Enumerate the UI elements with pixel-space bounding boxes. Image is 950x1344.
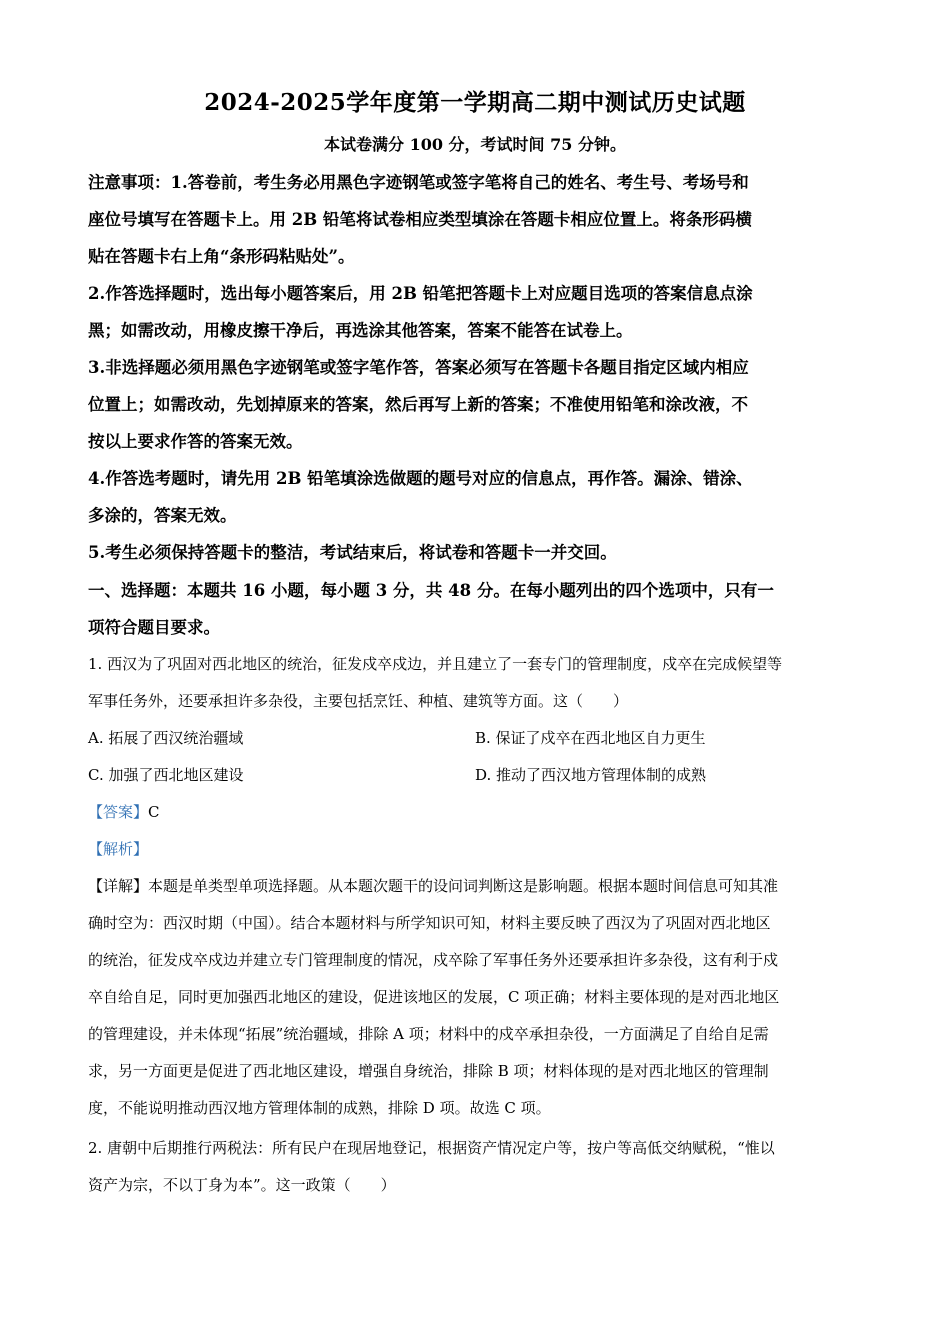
option-a: A. 拓展了西汉统治疆域 — [88, 729, 244, 747]
notice-line: 3.非选择题必须用黑色字迹钢笔或签字笔作答，答案必须写在答题卡各题目指定区域内相应 — [88, 358, 749, 377]
detail-line: 度，不能说明推动西汉地方管理体制的成熟，排除 D 项。故选 C 项。 — [88, 1099, 551, 1117]
option-c: C. 加强了西北地区建设 — [88, 766, 244, 784]
option-d: D. 推动了西汉地方管理体制的成熟 — [475, 766, 707, 784]
detail-line: 的管理建设，并未体现“拓展”统治疆域，排除 A 项；材料中的戍卒承担杂役，一方面满足了自给自足需 — [88, 1025, 769, 1043]
section-heading — [88, 572, 863, 646]
notice-line: 座位号填写在答题卡上。用 2B 铅笔将试卷相应类型填涂在答题卡相应位置上。将条形码横 — [88, 210, 752, 229]
detail-line: 卒自给自足，同时更加强西北地区的建设，促进该地区的发展，C 项正确；材料主要体现的是对西北地区 — [88, 988, 780, 1006]
analysis-tag: 【解析】 — [88, 840, 149, 858]
notice-block — [88, 164, 863, 571]
question-line: 军事任务外，还要承担许多杂役，主要包括烹饪、种植、建筑等方面。这（ ） — [88, 692, 629, 710]
page-title: 2024-2025学年度第一学期高二期中测试历史试题 — [204, 89, 746, 116]
notice-line: 多涂的，答案无效。 — [88, 506, 237, 525]
notice-line: 注意事项：1.答卷前，考生务必用黑色字迹钢笔或签字笔将自己的姓名、考生号、考场号和 — [88, 173, 749, 192]
answer-line — [88, 794, 160, 831]
notice-line: 2.作答选择题时，选出每小题答案后，用 2B 铅笔把答题卡上对应题目选项的答案信息点涂 — [88, 284, 753, 303]
answer-tag: 【答案】 — [88, 803, 149, 821]
section-line: 一、选择题：本题共 16 小题，每小题 3 分，共 48 分。在每小题列出的四个选项中，只有一 — [88, 581, 774, 600]
question-line: 2. 唐朝中后期推行两税法：所有民户在现居地登记，根据资产情况定户等，按户等高低交纳赋税，“惟以 — [88, 1139, 775, 1157]
detail-line: 【详解】本题是单类型单项选择题。从本题次题干的设问词判断这是影响题。根据本题时间信息可知其准 — [88, 877, 779, 895]
exam-subtitle: 本试卷满分 100 分，考试时间 75 分钟。 — [324, 135, 626, 154]
notice-line: 黑；如需改动，用橡皮擦干净后，再选涂其他答案，答案不能答在试卷上。 — [88, 321, 633, 340]
notice-line: 贴在答题卡右上角“条形码粘贴处”。 — [88, 247, 355, 266]
notice-line: 4.作答选考题时，请先用 2B 铅笔填涂选做题的题号对应的信息点，再作答。漏涂、错涂、 — [88, 469, 753, 488]
detail-line: 确时空为：西汉时期（中国）。结合本题材料与所学知识可知，材料主要反映了西汉为了巩固对西北地区 — [88, 914, 771, 932]
question-line: 1. 西汉为了巩固对西北地区的统治，征发戍卒戍边，并且建立了一套专门的管理制度，戍卒在完成候望等 — [88, 655, 783, 673]
question-line: 资产为宗，不以丁身为本”。这一政策（ ） — [88, 1176, 396, 1194]
detail-line: 的统治，征发戍卒戍边并建立专门管理制度的情况，戍卒除了军事任务外还要承担许多杂役，这有利于戍 — [88, 951, 779, 969]
answer-value: C — [148, 803, 160, 821]
notice-line: 按以上要求作答的答案无效。 — [88, 432, 303, 451]
question-2-stem — [88, 1130, 863, 1204]
notice-line: 5.考生必须保持答题卡的整洁，考试结束后，将试卷和答题卡一并交回。 — [88, 543, 617, 562]
section-line: 项符合题目要求。 — [88, 618, 220, 637]
detail-block — [88, 868, 863, 1127]
notice-line: 位置上；如需改动，先划掉原来的答案，然后再写上新的答案；不准使用铅笔和涂改液，不 — [88, 395, 748, 414]
option-b: B. 保证了戍卒在西北地区自力更生 — [475, 729, 706, 747]
analysis-line — [88, 831, 148, 868]
detail-line: 求，另一方面更是促进了西北地区建设，增强自身统治，排除 B 项；材料体现的是对西北地区的管理制 — [88, 1062, 769, 1080]
question-1-stem — [88, 646, 863, 720]
